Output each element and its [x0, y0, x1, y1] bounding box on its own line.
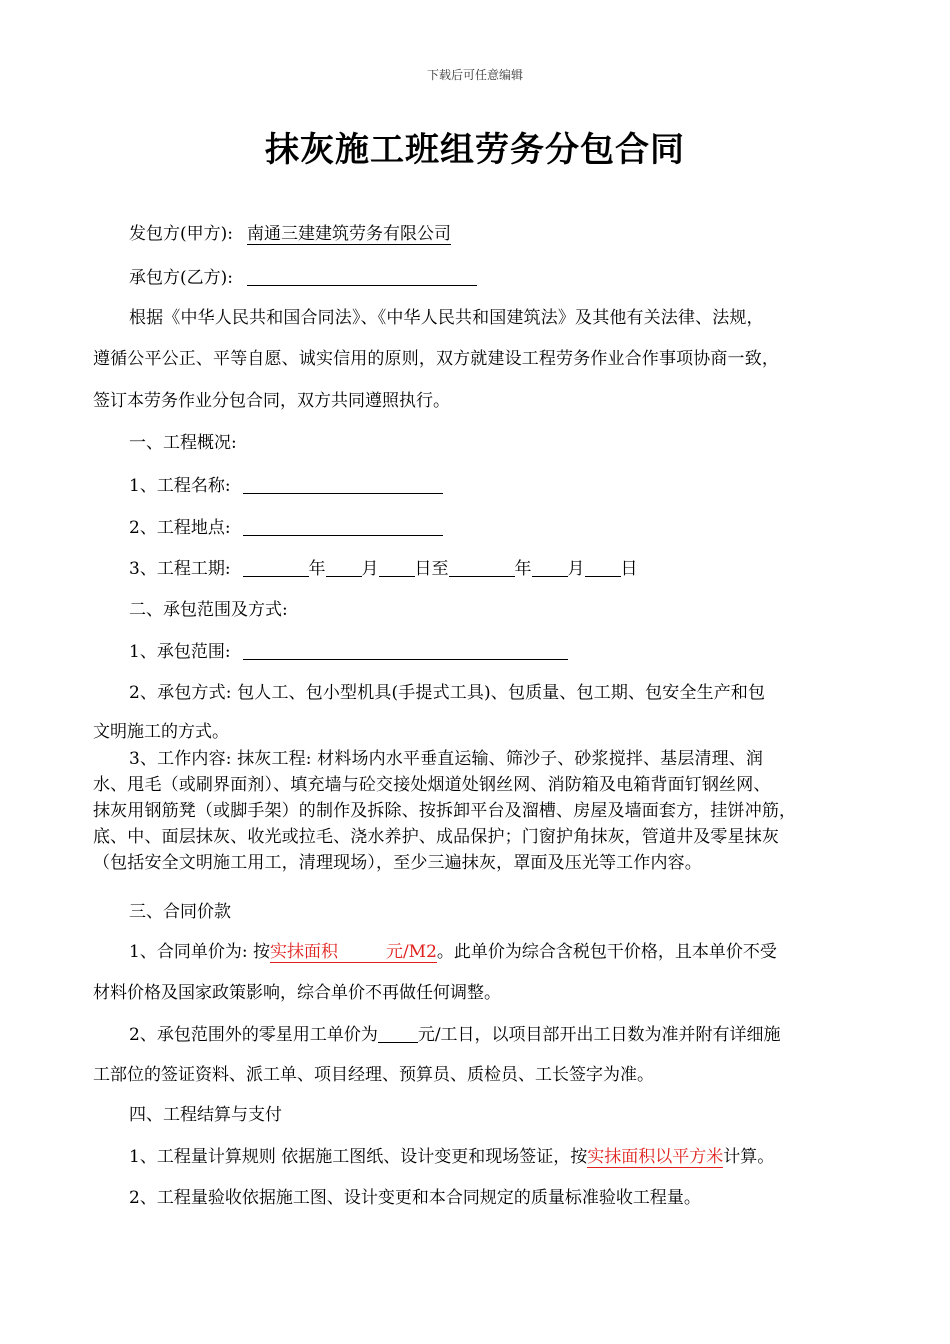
work-content-line-5: （包括安全文明施工用工，清理现场），至少三遍抹灰，罩面及压光等工作内容。 — [93, 853, 702, 873]
project-period-line — [129, 556, 638, 581]
start-day-blank — [379, 556, 415, 577]
contract-scope-line — [129, 639, 568, 664]
section-4-heading: 四、工程结算与支付 — [129, 1105, 282, 1125]
labor-price-line-1 — [129, 1022, 781, 1047]
project-name-label: 1、工程名称: — [129, 476, 231, 496]
work-content-line-4: 底、中、面层抹灰、收光或拉毛、浇水养护、成品保护；门窗护角抹灰，管道井及零星抹灰 — [93, 827, 779, 847]
project-location-label: 2、工程地点: — [129, 518, 231, 538]
contract-method-line-2: 文明施工的方式。 — [93, 722, 229, 742]
quantity-acceptance-line: 2、工程量验收依据施工图、设计变更和本合同规定的质量标准验收工程量。 — [129, 1188, 701, 1208]
labor-price-blank — [378, 1022, 418, 1043]
start-month-unit: 月 — [361, 559, 379, 579]
unit-price-prefix: 1、合同单价为: 按 — [129, 942, 270, 962]
end-day-blank — [585, 556, 621, 577]
settlement-rule-suffix: 计算。 — [723, 1147, 775, 1167]
unit-price-line-2: 材料价格及国家政策影响，综合单价不再做任何调整。 — [93, 983, 501, 1003]
work-content-line-1: 3、工作内容: 抹灰工程: 材料场内水平垂直运输、筛沙子、砂浆搅拌、基层清理、润 — [129, 749, 764, 769]
settlement-rule-line — [129, 1145, 774, 1169]
contract-scope-label: 1、承包范围: — [129, 642, 231, 662]
contract-scope-blank — [243, 639, 568, 660]
labor-price-prefix: 2、承包范围外的零星用工单价为 — [129, 1025, 378, 1045]
party-b-blank — [247, 265, 477, 286]
project-period-label: 3、工程工期: — [129, 559, 231, 579]
party-a-line — [129, 222, 451, 246]
section-3-heading: 三、合同价款 — [129, 902, 231, 922]
settlement-rule-prefix: 1、工程量计算规则 依据施工图纸、设计变更和现场签证，按 — [129, 1147, 588, 1167]
unit-price-line-1 — [129, 940, 777, 964]
document-title: 抹灰施工班组劳务分包合同 — [265, 130, 685, 170]
project-location-blank — [243, 515, 443, 536]
start-month-blank — [326, 556, 362, 577]
preamble-line-2: 遵循公平公正、平等自愿、诚实信用的原则，双方就建设工程劳务作业合作事项协商一致， — [93, 349, 779, 369]
unit-price-basis: 实抹面积 元/M2 — [269, 942, 437, 962]
party-a-value: 南通三建建筑劳务有限公司 — [247, 224, 451, 244]
start-day-unit: 日至 — [414, 559, 449, 579]
end-day-unit: 日 — [620, 559, 638, 579]
preamble-line-3: 签订本劳务作业分包合同，双方共同遵照执行。 — [93, 391, 450, 411]
project-name-blank — [243, 473, 443, 494]
end-year-unit: 年 — [514, 559, 532, 579]
work-content-line-3: 抹灰用钢筋凳（或脚手架）的制作及拆除、按拆卸平台及溜槽、房屋及墙面套方，挂饼冲筋， — [93, 801, 797, 821]
start-year-blank — [243, 556, 309, 577]
party-a-label: 发包方(甲方): — [129, 224, 233, 244]
unit-price-unit: 元/M2 — [385, 942, 437, 962]
labor-price-suffix: 元/工日，以项目部开出工日数为准并附有详细施 — [417, 1025, 781, 1045]
unit-price-suffix: 。此单价为综合含税包干价格，且本单价不受 — [436, 942, 777, 962]
end-month-blank — [532, 556, 568, 577]
section-1-heading: 一、工程概况: — [129, 433, 237, 453]
labor-price-line-2: 工部位的签证资料、派工单、项目经理、预算员、质检员、工长签字为准。 — [93, 1065, 654, 1085]
start-year-unit: 年 — [308, 559, 326, 579]
work-content-line-2: 水、甩毛（或刷界面剂）、填充墙与砼交接处烟道处钢丝网、消防箱及电箱背面钉钢丝网、 — [93, 775, 771, 795]
party-b-label: 承包方(乙方): — [129, 268, 233, 288]
party-b-line — [129, 265, 477, 290]
end-month-unit: 月 — [567, 559, 585, 579]
project-name-line — [129, 473, 443, 498]
settlement-rule-basis: 实抹面积以平方米 — [587, 1147, 724, 1167]
end-year-blank — [449, 556, 515, 577]
section-2-heading: 二、承包范围及方式: — [129, 600, 288, 620]
preamble-line-1: 根据《中华人民共和国合同法》、《中华人民共和国建筑法》及其他有关法律、法规， — [129, 308, 764, 328]
project-location-line — [129, 515, 443, 540]
header-note: 下载后可任意编辑 — [426, 68, 523, 82]
contract-method-line-1: 2、承包方式: 包人工、包小型机具(手提式工具)、包质量、包工期、包安全生产和包 — [129, 683, 766, 703]
